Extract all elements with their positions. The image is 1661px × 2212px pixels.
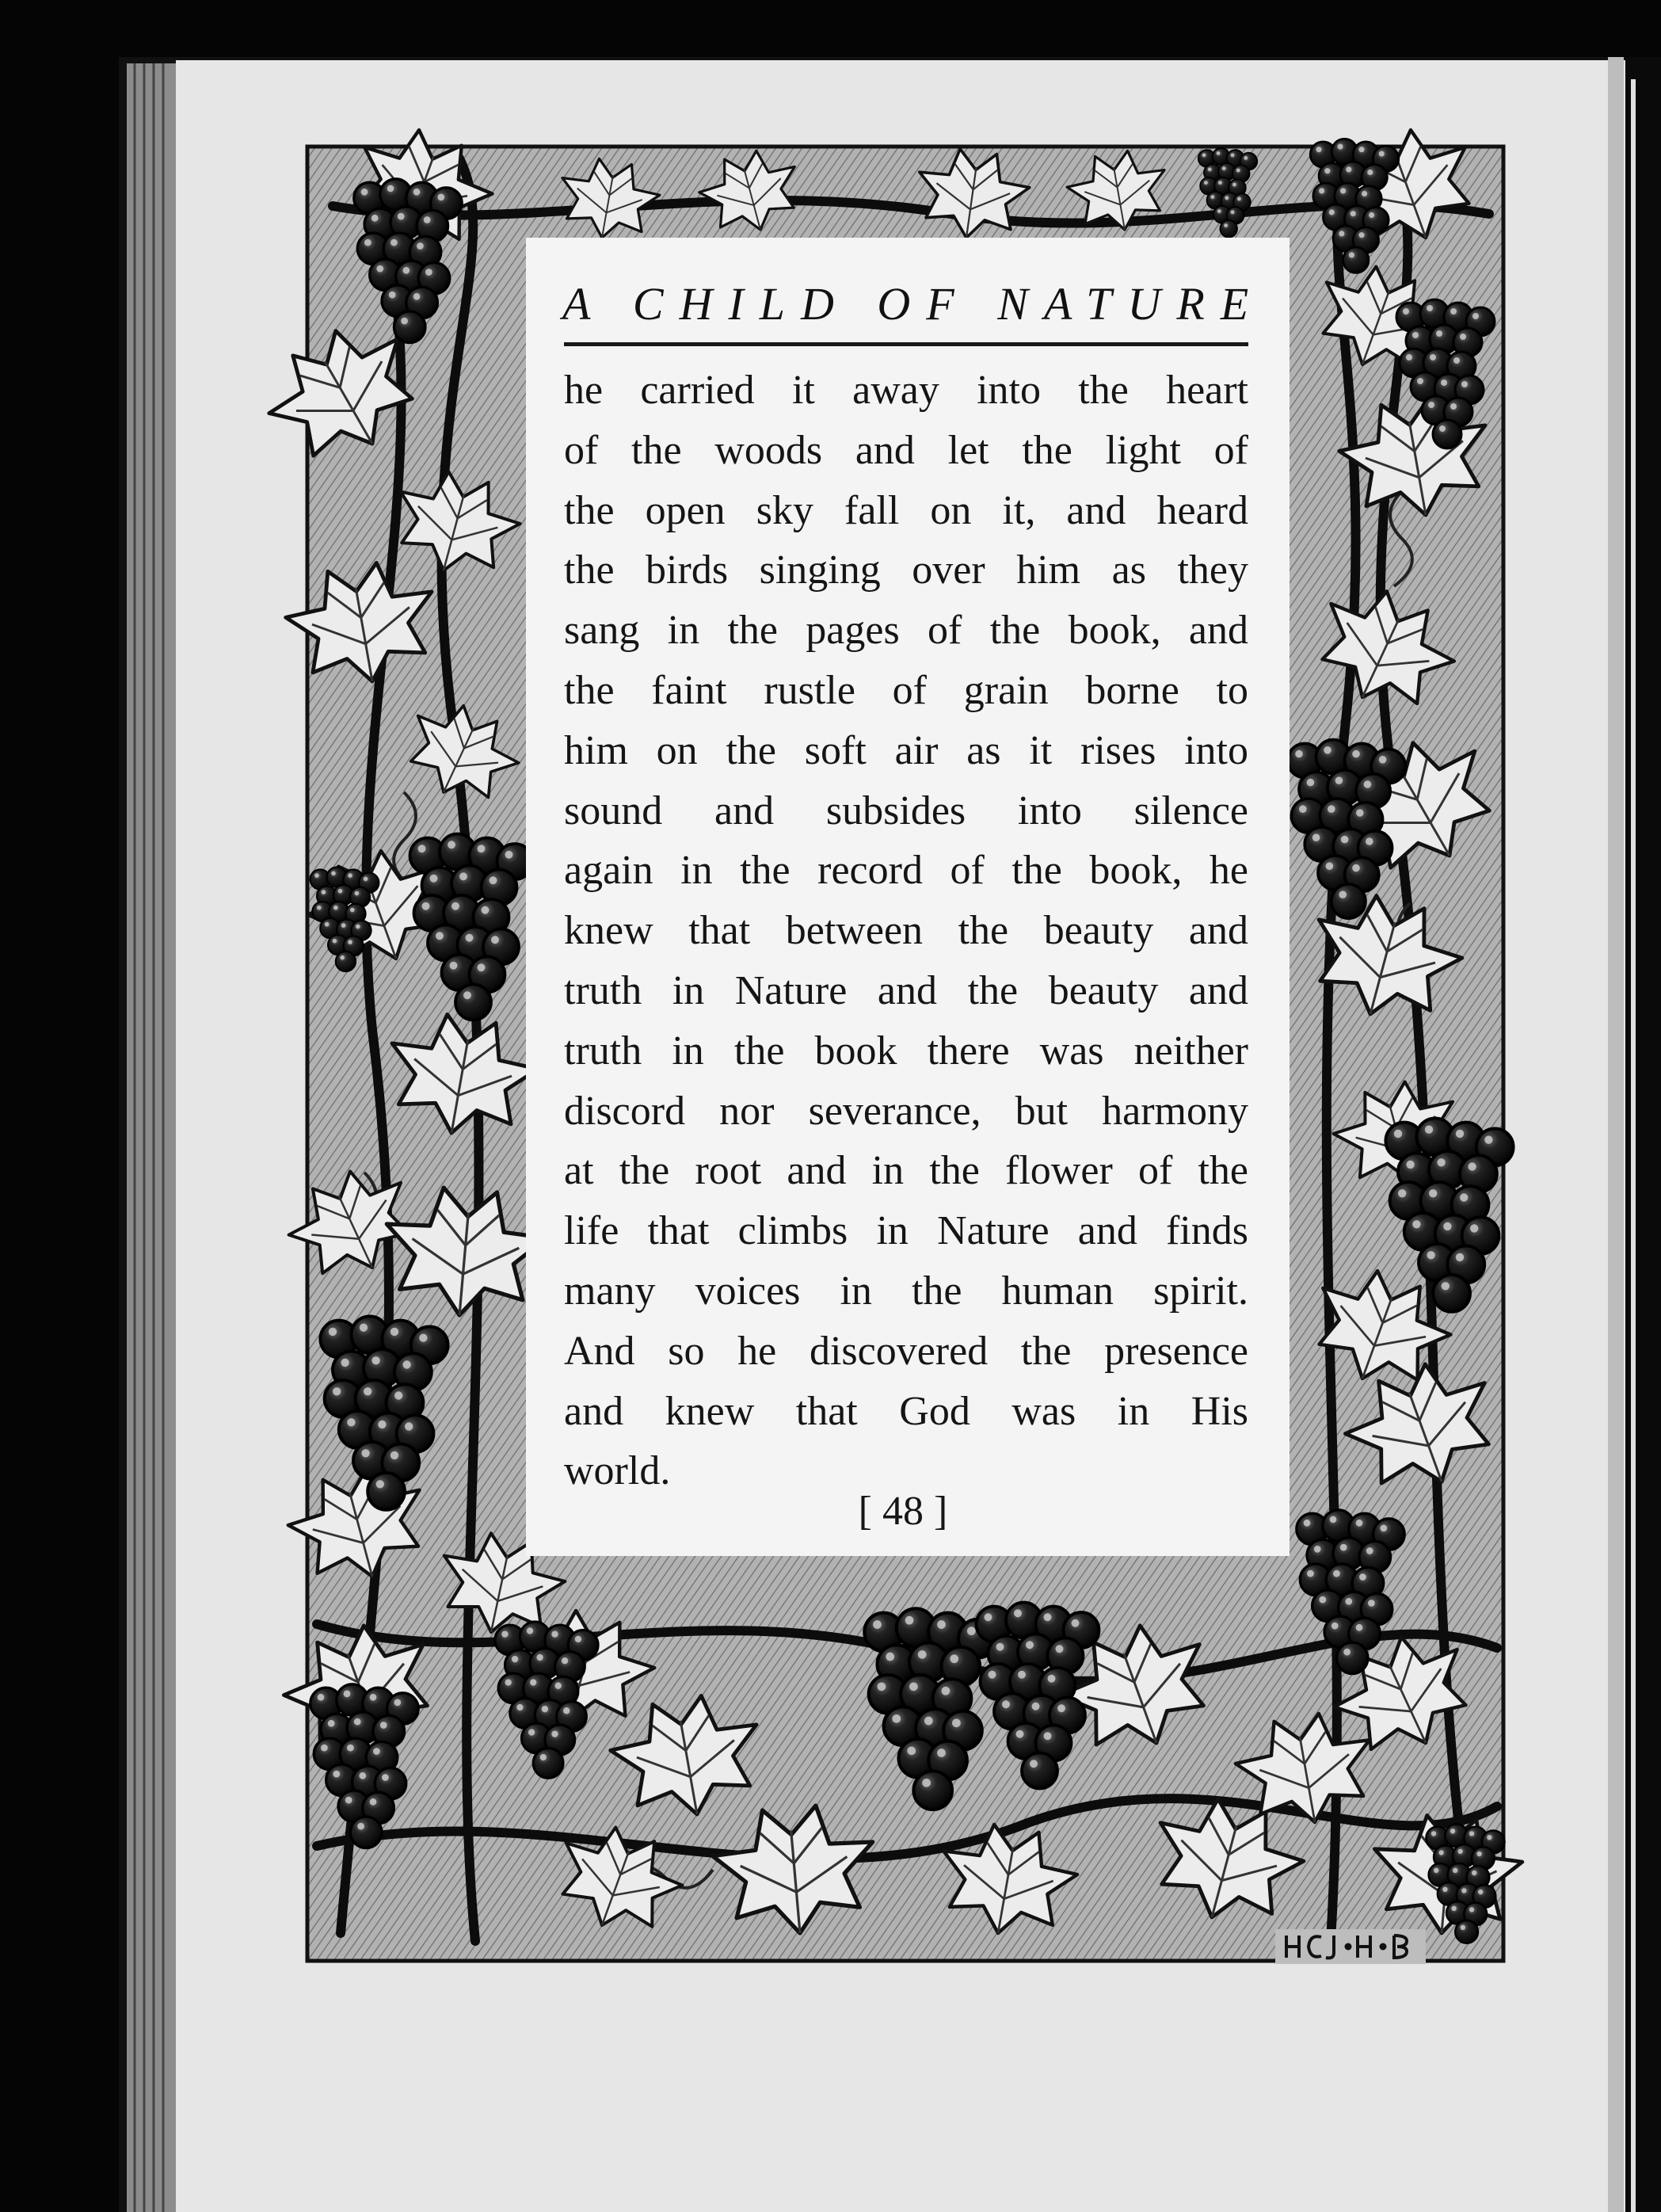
text-line: again in the record of the book, he <box>564 848 1248 894</box>
page-number: [ 48 ] <box>858 1489 948 1534</box>
text-line: knew that between the beauty and <box>564 908 1248 954</box>
text-line: truth in the book there was neither <box>564 1028 1248 1074</box>
text-line: world. <box>564 1448 671 1494</box>
text-line: truth in Nature and the beauty and <box>564 967 1248 1013</box>
text-line: of the woods and let the light of <box>564 427 1248 473</box>
text-line: and knew that God was in His <box>564 1388 1248 1434</box>
text-line: him on the soft air as it rises into <box>564 727 1248 773</box>
running-head: A CHILD OF NATURE <box>562 278 1265 330</box>
body-text <box>564 360 1248 1501</box>
text-line: the faint rustle of grain borne to <box>564 667 1248 713</box>
text-line: sound and subsides into silence <box>564 788 1248 833</box>
text-line: the birds singing over him as they <box>564 547 1248 593</box>
text-line: the open sky fall on it, and heard <box>564 487 1248 533</box>
text-line: And so he discovered the presence <box>564 1328 1248 1374</box>
text-line: he carried it away into the heart <box>564 368 1248 413</box>
text-line: life that climbs in Nature and finds <box>564 1208 1248 1254</box>
text-line: at the root and in the flower of the <box>564 1148 1248 1194</box>
text-line: discord nor severance, but harmony <box>564 1088 1248 1134</box>
header-rule <box>564 342 1248 346</box>
text-line: many voices in the human spirit. <box>564 1268 1248 1314</box>
artist-monogram <box>1275 1929 1426 1964</box>
text-line: sang in the pages of the book, and <box>564 608 1248 654</box>
